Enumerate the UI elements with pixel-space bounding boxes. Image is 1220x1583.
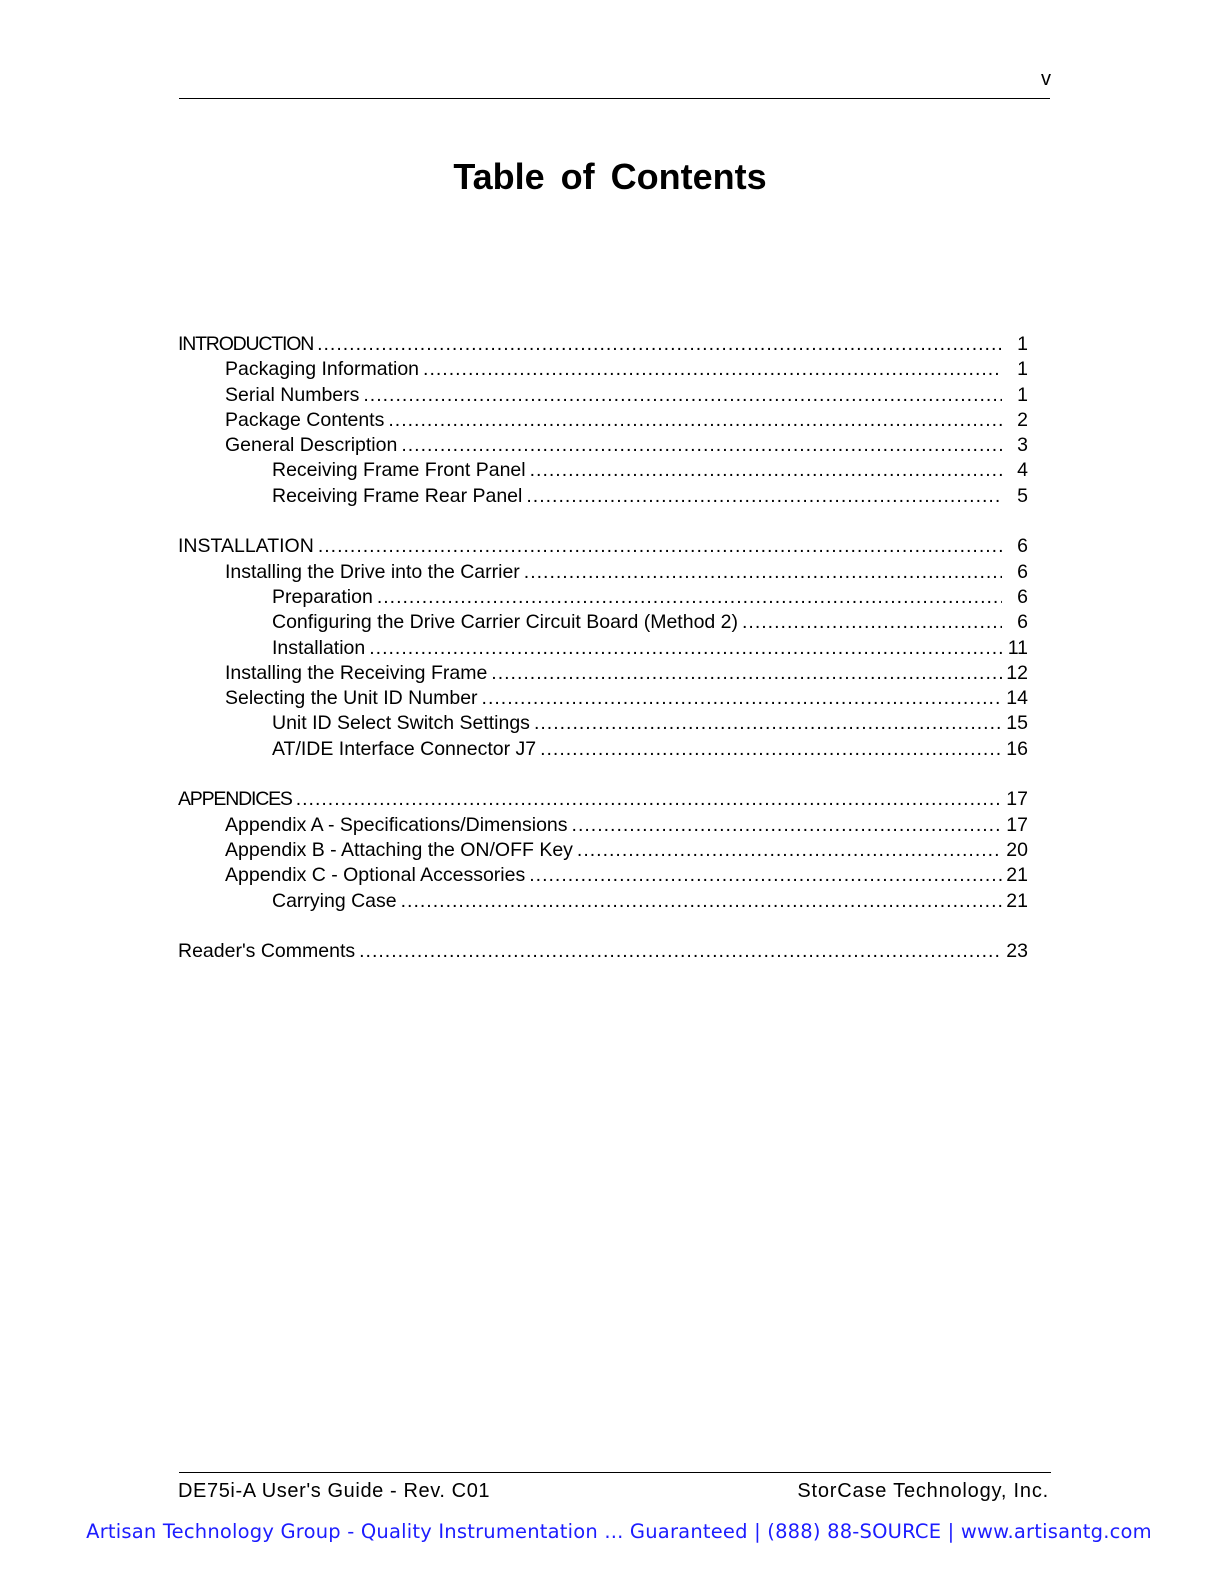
footer-company-name: StorCase Technology, Inc. xyxy=(797,1480,1049,1502)
toc-entry[interactable] xyxy=(178,534,1028,559)
toc-entry-page: 20 xyxy=(1006,838,1028,861)
toc-section-gap xyxy=(178,509,1028,534)
toc-entry[interactable] xyxy=(178,737,1028,762)
toc-section-gap xyxy=(178,762,1028,787)
toc-dot-leader xyxy=(540,737,1002,762)
toc-dot-leader xyxy=(534,711,1002,736)
toc-entry[interactable] xyxy=(178,408,1028,433)
toc-entry[interactable] xyxy=(178,889,1028,914)
toc-dot-leader xyxy=(318,534,1002,559)
toc-dot-leader xyxy=(369,636,1002,661)
toc-entry-label: Appendix B - Attaching the ON/OFF Key xyxy=(225,838,573,861)
toc-entry-page: 15 xyxy=(1006,712,1028,735)
toc-dot-leader xyxy=(359,939,1002,964)
toc-entry-label: AT/IDE Interface Connector J7 xyxy=(272,737,537,760)
header-rule xyxy=(179,98,1050,99)
toc-entry[interactable] xyxy=(178,433,1028,458)
toc-dot-leader xyxy=(363,383,1002,408)
toc-dot-leader xyxy=(401,889,1002,914)
toc-entry-page: 3 xyxy=(1017,434,1028,457)
toc-entry-page: 16 xyxy=(1006,737,1028,760)
toc-entry-label: Appendix A - Specifications/Dimensions xyxy=(225,813,568,836)
toc-entry-label: Selecting the Unit ID Number xyxy=(225,687,478,710)
toc-entry-page: 6 xyxy=(1017,560,1028,583)
toc-entry-label: Installing the Drive into the Carrier xyxy=(225,560,520,583)
toc-dot-leader xyxy=(296,787,1002,812)
toc-entry-page: 21 xyxy=(1006,889,1028,912)
toc-entry-label: Configuring the Drive Carrier Circuit Board (Method 2) xyxy=(272,611,739,634)
toc-entry-label: Receiving Frame Rear Panel xyxy=(272,484,523,507)
toc-entry-label: INSTALLATION xyxy=(178,535,314,558)
page-title: Table of Contents xyxy=(453,156,767,197)
footer-document-title: DE75i-A User's Guide - Rev. C01 xyxy=(178,1480,491,1502)
toc-entry-page: 5 xyxy=(1017,484,1028,507)
toc-dot-leader xyxy=(388,408,1002,433)
toc-dot-leader xyxy=(423,357,1002,382)
toc-entry[interactable] xyxy=(178,838,1028,863)
toc-dot-leader xyxy=(401,433,1002,458)
toc-entry[interactable] xyxy=(178,332,1028,357)
toc-entry-page: 4 xyxy=(1017,459,1028,482)
toc-entry-page: 6 xyxy=(1017,585,1028,608)
toc-dot-leader xyxy=(482,686,1002,711)
toc-dot-leader xyxy=(530,458,1002,483)
toc-entry-label: Packaging Information xyxy=(225,358,420,381)
toc-dot-leader xyxy=(572,813,1002,838)
vendor-banner-link[interactable]: Artisan Technology Group - Quality Instrumentation ... Guaranteed | (888) 88-SOURCE | www.artisantg.com xyxy=(86,1520,1152,1543)
toc-entry-label: Unit ID Select Switch Settings xyxy=(272,712,530,735)
toc-entry[interactable] xyxy=(178,610,1028,635)
toc-entry-page: 2 xyxy=(1017,408,1028,431)
toc-entry[interactable] xyxy=(178,585,1028,610)
toc-entry-label: INTRODUCTION xyxy=(178,333,314,355)
toc-entry-label: General Description xyxy=(225,434,398,457)
toc-entry[interactable] xyxy=(178,711,1028,736)
toc-entry-page: 14 xyxy=(1006,687,1028,710)
toc-entry-page: 6 xyxy=(1017,611,1028,634)
toc-entry[interactable] xyxy=(178,458,1028,483)
toc-section-gap xyxy=(178,914,1028,939)
toc-entry-label: Appendix C - Optional Accessories xyxy=(225,864,526,887)
toc-entry[interactable] xyxy=(178,636,1028,661)
toc-dot-leader xyxy=(524,560,1002,585)
footer-rule xyxy=(179,1472,1051,1473)
toc-entry-label: Installing the Receiving Frame xyxy=(225,661,488,684)
toc-entry[interactable] xyxy=(178,813,1028,838)
toc-entry[interactable] xyxy=(178,686,1028,711)
toc-entry[interactable] xyxy=(178,560,1028,585)
toc-entry[interactable] xyxy=(178,787,1028,812)
toc-dot-leader xyxy=(377,585,1002,610)
toc-entry-label: Reader's Comments xyxy=(178,940,356,963)
toc-dot-leader xyxy=(577,838,1002,863)
toc-entry[interactable] xyxy=(178,661,1028,686)
toc-dot-leader xyxy=(526,484,1002,509)
toc-dot-leader xyxy=(742,610,1002,635)
toc-entry-page: 6 xyxy=(1017,535,1028,558)
toc-entry-label: Preparation xyxy=(272,585,373,608)
toc-entry-page: 21 xyxy=(1006,864,1028,887)
toc-entry-page: 1 xyxy=(1017,383,1028,406)
toc-entry[interactable] xyxy=(178,484,1028,509)
toc-entry[interactable] xyxy=(178,863,1028,888)
table-of-contents xyxy=(178,332,1028,964)
toc-entry-page: 11 xyxy=(1007,636,1028,659)
toc-entry-label: APPENDICES xyxy=(178,788,292,811)
toc-dot-leader xyxy=(529,863,1002,888)
toc-entry-label: Package Contents xyxy=(225,408,385,431)
toc-entry-page: 17 xyxy=(1006,813,1028,836)
toc-entry-label: Receiving Frame Front Panel xyxy=(272,459,526,482)
toc-entry-page: 23 xyxy=(1006,940,1028,963)
toc-entry-page: 1 xyxy=(1017,358,1028,381)
toc-dot-leader xyxy=(491,661,1002,686)
toc-entry-label: Carrying Case xyxy=(272,889,397,912)
toc-entry[interactable] xyxy=(178,383,1028,408)
toc-entry-page: 12 xyxy=(1006,661,1028,684)
page-number: v xyxy=(1041,68,1051,90)
toc-entry[interactable] xyxy=(178,939,1028,964)
toc-dot-leader xyxy=(317,332,1002,357)
toc-entry-page: 1 xyxy=(1017,333,1028,355)
toc-entry-label: Installation xyxy=(272,636,366,659)
toc-entry-label: Serial Numbers xyxy=(225,383,360,406)
toc-entry[interactable] xyxy=(178,357,1028,382)
toc-entry-page: 17 xyxy=(1006,788,1028,811)
